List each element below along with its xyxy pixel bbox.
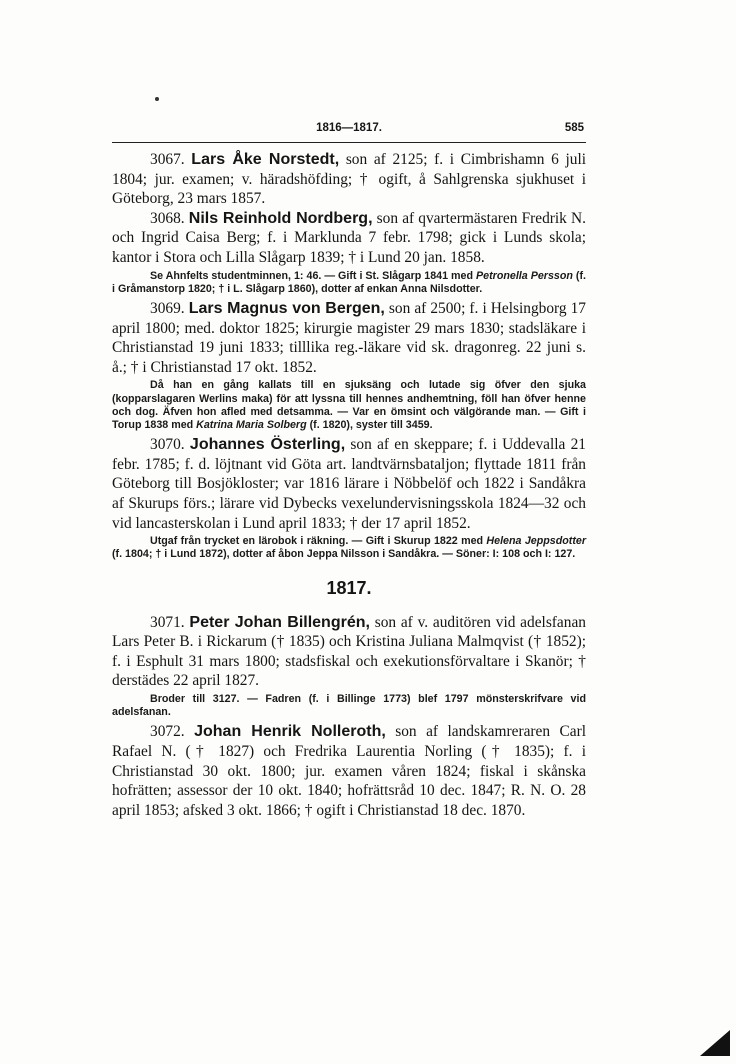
note-text: (f. i Gråmanstorp 1820; † i L. Slågarp 1860), dotter af enkan Anna Nilsdotter. xyxy=(112,269,586,295)
note-text: (f. 1820), syster till 3459. xyxy=(306,418,433,431)
entry-name: Lars Åke Norstedt, xyxy=(191,151,340,168)
entry-3068 xyxy=(112,209,586,268)
entry-number: 3068. xyxy=(150,209,185,227)
note-text: (f. 1804; † i Lund 1872), dotter af åbon Jeppa Nilsson i Sandåkra. — Söner: I: 108 och I: 127. xyxy=(112,548,576,561)
entry-number: 3069. xyxy=(150,299,185,317)
entry-text: son af en skeppare; f. i Uddevalla 21 febr. 1785; f. d. löjtnant vid Göta art. landtvärnsbataljon; flyttade 1811 från Göteborg till Bosjökloster; var 1816 lärare i Nöbbelöf och 1822 i Sandåkra af Skurups förs.; lärare vid Dybecks vexelundervisningsskola 1824—32 och vid lancasterskolan i Lund april 1833; † der 17 april 1852. xyxy=(112,436,587,532)
entry-3070 xyxy=(112,435,586,533)
entry-number: 3067. xyxy=(150,151,185,168)
entry-3069 xyxy=(112,299,586,377)
note-3070 xyxy=(112,535,586,561)
entry-number: 3071. xyxy=(150,613,185,631)
entry-text: son af 2125; f. i Cimbrishamn 6 juli 1804; jur. examen; v. häradshöfding; † ogift, å Sahlgrenska sjukhuset i Göteborg, 23 mars 1857. xyxy=(112,151,587,208)
header-rule xyxy=(112,142,586,143)
entry-name: Johannes Österling, xyxy=(189,436,346,454)
corner-mark xyxy=(700,1030,730,1056)
entry-number: 3072. xyxy=(150,723,185,741)
note-spouse: Helena Jeppsdotter xyxy=(486,535,586,548)
note-spouse: Petronella Persson xyxy=(476,269,573,282)
entry-3071 xyxy=(112,613,586,691)
entry-3072 xyxy=(112,722,586,820)
running-title: 1816—1817. xyxy=(316,122,382,134)
note-3071: Broder till 3127. — Fadren (f. i Billinge 1773) blef 1797 mönsterskrifvare vid adelsfanan. xyxy=(112,692,586,719)
entry-name: Lars Magnus von Bergen, xyxy=(188,299,385,317)
entry-text: son af landskamreraren Carl Rafael N. († 1827) och Fredrika Laurentia Norling († 1835); f. i Christianstad 30 okt. 1800; jur. examen våren 1824; fiskal i skånska hofrätten; assessor der 10 okt. 1840; hofrättsråd 10 dec. 1847; R. N. O. 28 april 1853; afsked 3 okt. 1866; † ogift i Christianstad 18 dec. 1870. xyxy=(112,723,586,819)
year-heading: 1817. xyxy=(326,577,372,598)
entry-3067 xyxy=(112,150,586,209)
note-3069 xyxy=(112,379,586,432)
note-text: Se Ahnfelts studentminnen, 1: 46. — Gift i St. Slågarp 1841 med xyxy=(150,269,477,282)
note-spouse: Katrina Maria Solberg xyxy=(196,418,307,431)
page-header xyxy=(112,118,586,142)
entry-number: 3070. xyxy=(150,436,185,454)
page-content xyxy=(112,118,586,820)
note-3068 xyxy=(112,270,586,296)
entry-text: son af v. auditören vid adelsfanan Lars Peter B. i Rickarum († 1835) och Kristina Juliana Malmqvist († 1852); f. i Esphult 31 mars 1800; stadsfiskal och exekutionsförvaltare i Skanör; † derstädes 22 april 1827. xyxy=(112,613,586,690)
entry-name: Peter Johan Billengrén, xyxy=(189,613,370,631)
page-number: 585 xyxy=(564,122,584,134)
note-text: Då han en gång kallats till en sjuksäng och lutade sig öfver den sjuka (kopparslagaren Werlins maka) för att lyssna till hennes andhemtning, föll han öfver henne och dog. Äfven hon afled med detsamma. — Var en ömsint och välgörande man. — Gift i Torup 1838 med xyxy=(112,379,586,431)
entry-name: Nils Reinhold Nordberg, xyxy=(188,209,373,227)
note-text: Utgaf från trycket en lärobok i räkning. — Gift i Skurup 1822 med xyxy=(150,535,487,548)
entry-text: son af 2500; f. i Helsingborg 17 april 1800; med. doktor 1825; kirurgie magister 29 mars 1830; stadsläkare i Christianstad 19 juni 1833; tilllika reg.-läkare vid sk. dragonreg. 22 juni s. å.; † i Christianstad 17 okt. 1852. xyxy=(112,299,587,376)
entry-text: son af qvartermästaren Fredrik N. och Ingrid Caisa Berg; f. i Marklunda 7 febr. 1798; gick i Lunds skola; kantor i Stora och Lilla Slågarp 1839; † i Lund 20 jan. 1858. xyxy=(112,209,586,266)
margin-dot xyxy=(155,97,159,101)
entry-name: Johan Henrik Nolleroth, xyxy=(194,723,386,741)
